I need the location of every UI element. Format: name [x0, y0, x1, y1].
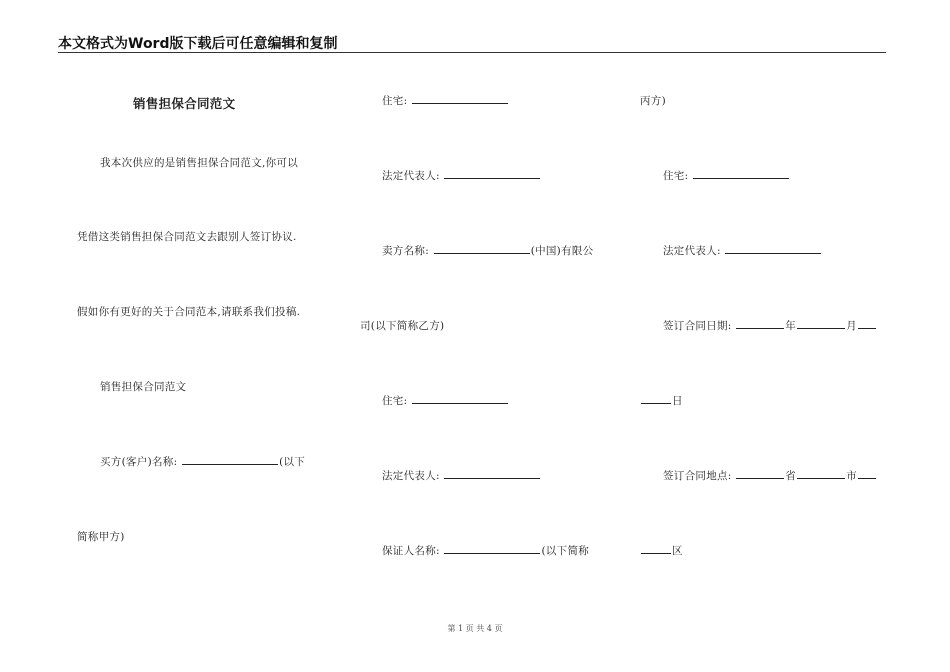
intro-line-1: 我本次供应的是销售担保合同范文,你可以: [100, 157, 299, 169]
year-blank: [736, 319, 784, 329]
legal-rep-line-1: [382, 168, 541, 183]
legal-rep-label: 法定代表人:: [382, 470, 440, 482]
city-label: 市: [846, 470, 857, 482]
seller-suffix: (中国)有限公: [530, 245, 594, 257]
buyer-name-blank: [182, 455, 278, 465]
buyer-suffix: (以下: [279, 456, 306, 468]
day-blank: [641, 394, 671, 404]
legal-rep-line-3: [663, 243, 822, 258]
seller-name-continuation: 司(以下简称乙方): [360, 320, 445, 332]
header-divider: [58, 52, 886, 53]
district-blank: [641, 544, 671, 554]
legal-rep-blank: [725, 244, 821, 254]
sign-date-label: 签订合同日期:: [663, 320, 732, 332]
sign-date-line: [663, 318, 877, 333]
legal-rep-blank: [444, 169, 540, 179]
residence-line-3: [663, 168, 790, 183]
legal-rep-label: 法定代表人:: [382, 170, 440, 182]
legal-rep-label: 法定代表人:: [663, 245, 721, 257]
residence-blank: [412, 94, 508, 104]
residence-line-1: [382, 93, 509, 108]
city-blank: [797, 469, 845, 479]
party-c-continuation: 丙方): [640, 95, 666, 107]
residence-blank: [693, 169, 789, 179]
legal-rep-line-2: [382, 468, 541, 483]
month-blank: [797, 319, 845, 329]
residence-label: 住宅:: [382, 395, 408, 407]
day-label: 日: [672, 395, 683, 407]
district-label: 区: [672, 545, 683, 557]
guarantor-label: 保证人名称:: [382, 545, 440, 557]
seller-name-line: [382, 243, 593, 258]
seller-label: 卖方名称:: [382, 245, 430, 257]
buyer-name-continuation: 简称甲方): [77, 531, 125, 543]
page-number: 第 1 页 共 4 页: [447, 624, 503, 633]
district-blank-start: [858, 469, 876, 479]
buyer-name-line: [100, 454, 305, 469]
residence-label: 住宅:: [663, 170, 689, 182]
day-blank-start: [858, 319, 876, 329]
document-header: 本文格式为Word版下载后可任意编辑和复制: [58, 36, 338, 52]
intro-line-2: 凭借这类销售担保合同范文去跟别人签订协议.: [77, 231, 297, 243]
sign-place-line: [663, 468, 877, 483]
legal-rep-blank: [444, 469, 540, 479]
month-label: 月: [846, 320, 857, 332]
section-heading: 销售担保合同范文: [100, 381, 187, 393]
residence-label: 住宅:: [382, 95, 408, 107]
intro-line-3: 假如你有更好的关于合同范本,请联系我们投稿.: [77, 306, 301, 318]
guarantor-name-line: [382, 543, 589, 558]
province-label: 省: [785, 470, 797, 482]
residence-blank: [412, 394, 508, 404]
sign-place-continuation: [640, 543, 683, 558]
seller-name-blank: [434, 244, 530, 254]
province-blank: [736, 469, 784, 479]
residence-line-2: [382, 393, 509, 408]
guarantor-suffix: (以下简称: [541, 545, 590, 557]
sign-date-continuation: [640, 393, 683, 408]
guarantor-name-blank: [444, 544, 540, 554]
year-label: 年: [785, 320, 797, 332]
buyer-label: 买方(客户)名称:: [100, 456, 178, 468]
sign-place-label: 签订合同地点:: [663, 470, 732, 482]
document-title: 销售担保合同范文: [133, 96, 236, 111]
